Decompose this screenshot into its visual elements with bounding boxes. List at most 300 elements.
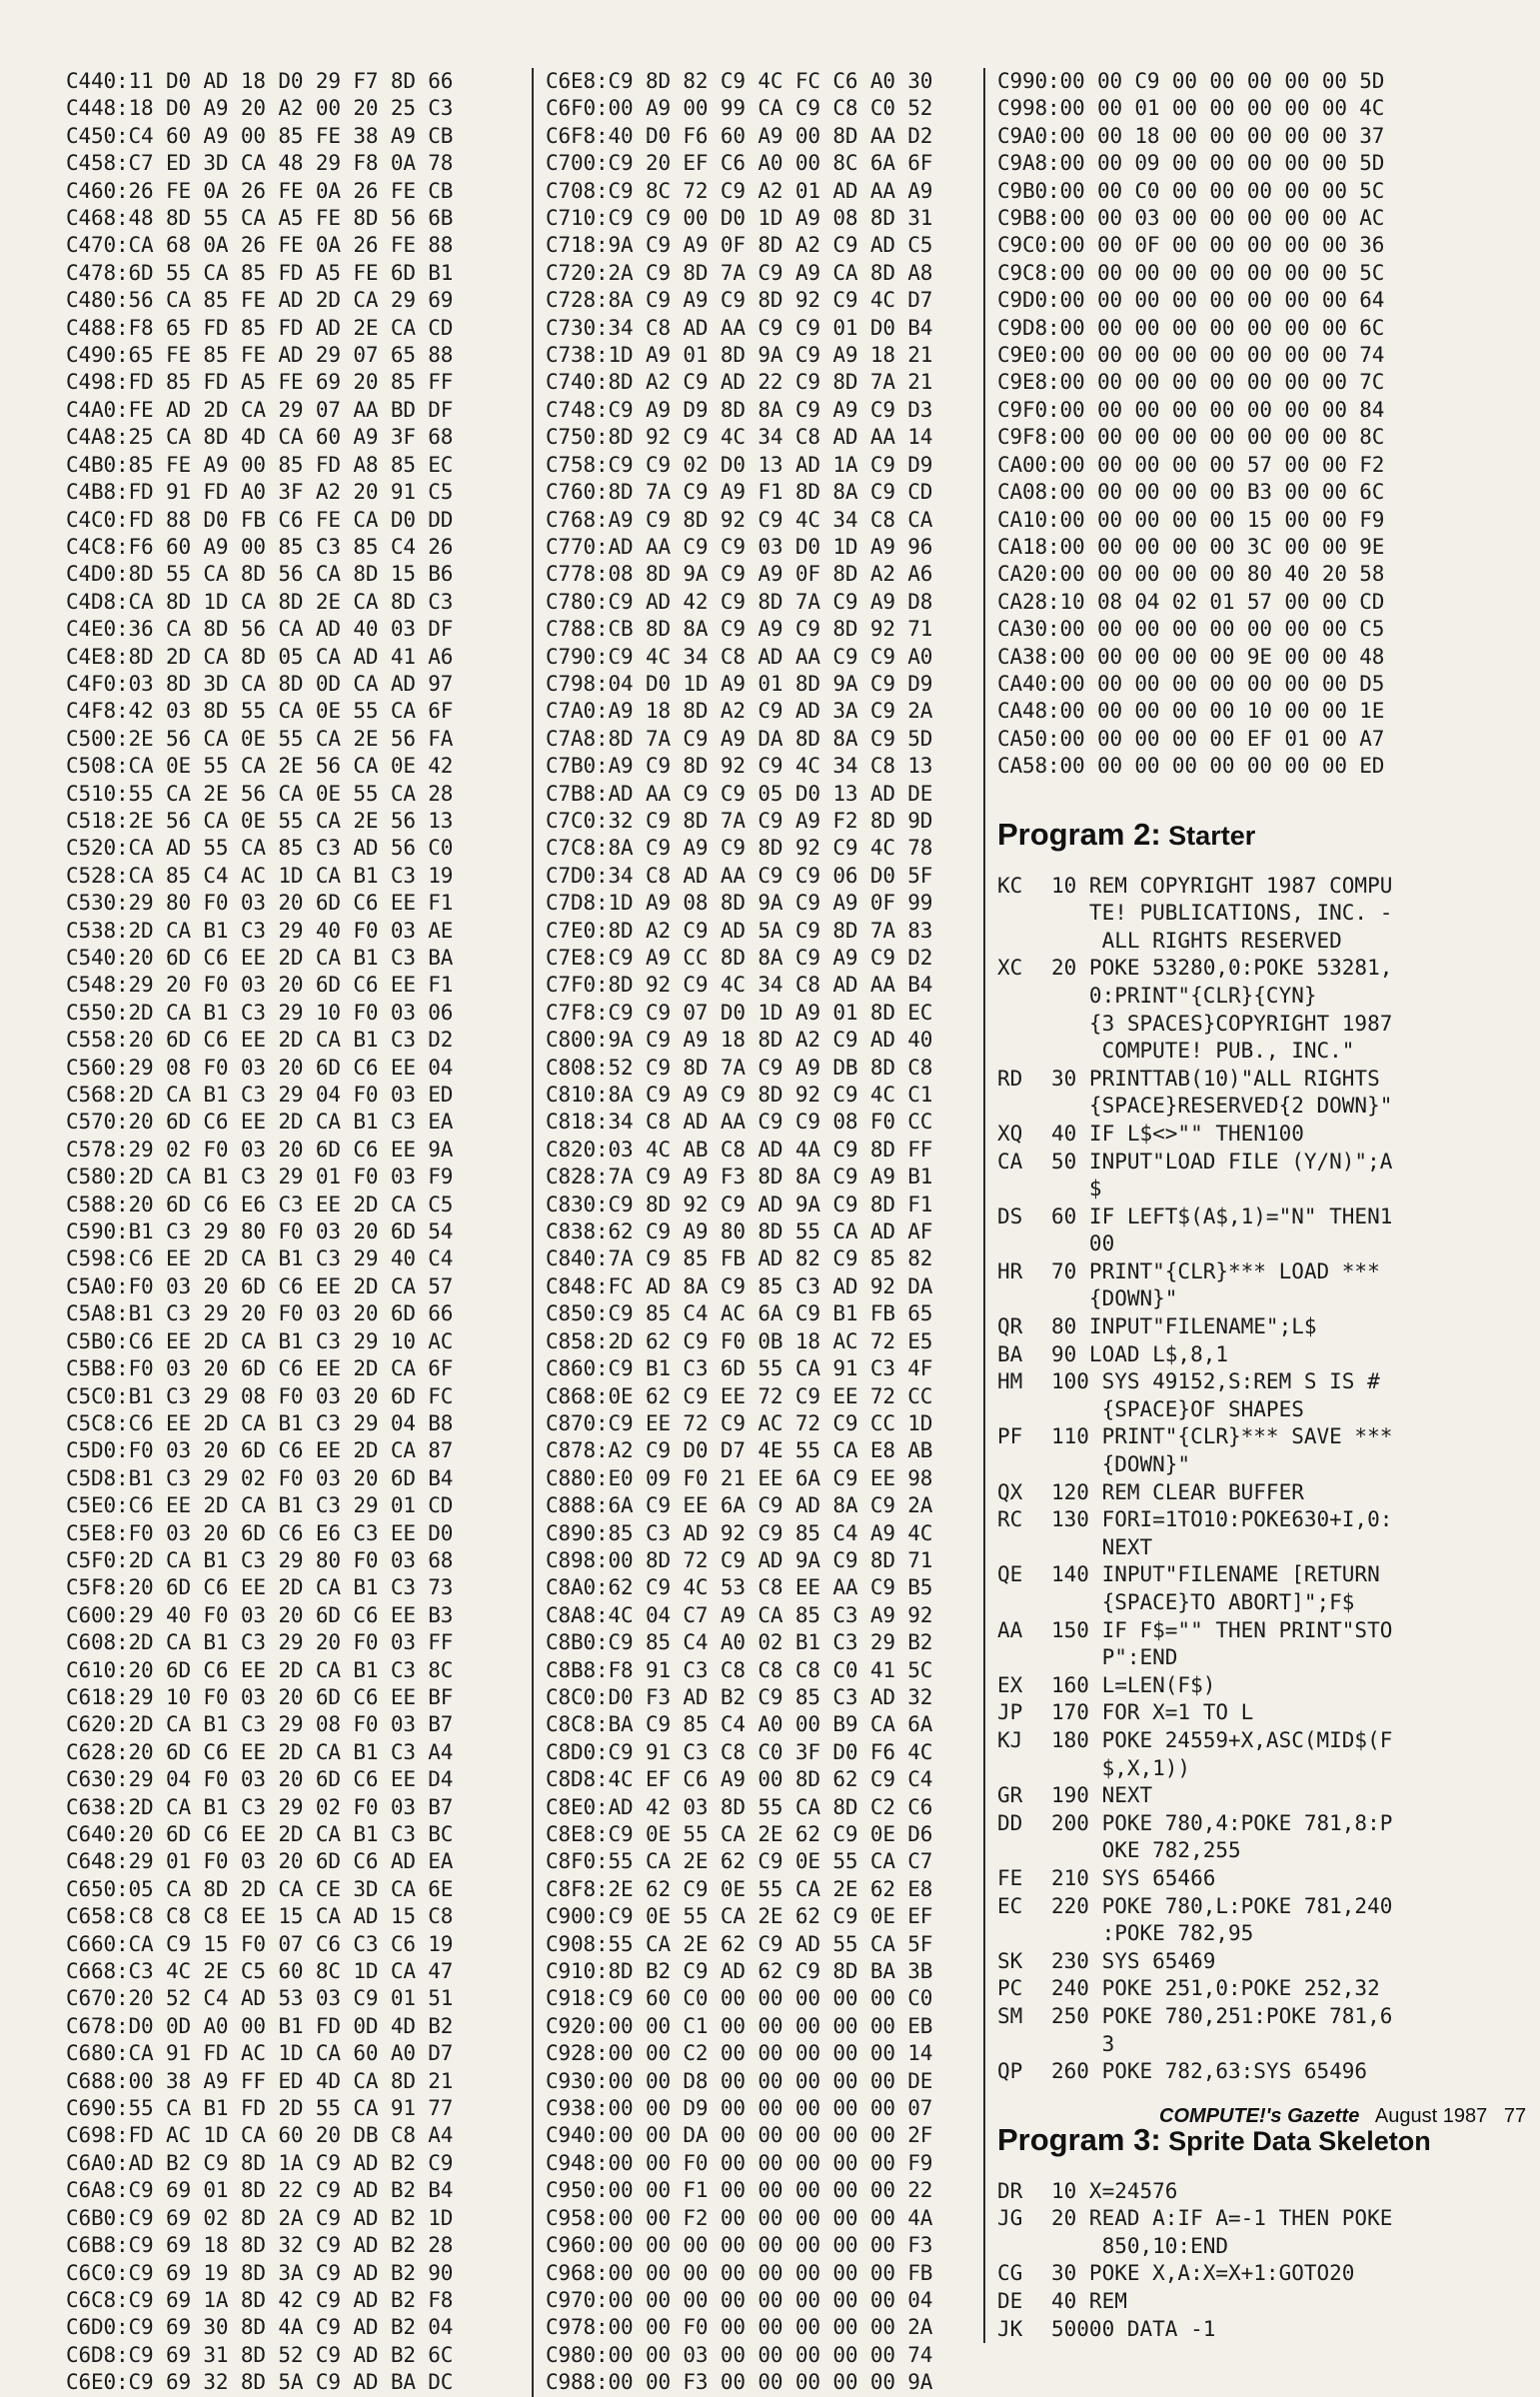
program-line: [997, 1810, 1465, 1865]
hex-line: C920:00 00 C1 00 00 00 00 00 EB: [546, 2013, 933, 2038]
hex-line: C448:18 D0 A9 20 A2 00 20 25 C3: [66, 96, 454, 121]
hex-line: C5E8:F0 03 20 6D C6 E6 C3 EE D0: [66, 1520, 454, 1545]
hex-line: CA18:00 00 00 00 00 3C 00 00 9E: [997, 534, 1385, 559]
hex-line: C830:C9 8D 92 C9 AD 9A C9 8D F1: [546, 1192, 933, 1216]
hex-line: C640:20 6D C6 EE 2D CA B1 C3 BC: [66, 1822, 454, 1846]
hex-line: C5F8:20 6D C6 EE 2D CA B1 C3 73: [66, 1575, 454, 1600]
program-line: [997, 1341, 1465, 1369]
hex-line: C8D0:C9 91 C3 C8 C0 3F D0 F6 4C: [546, 1739, 933, 1764]
program-statement: 20 READ A:IF A=-1 THEN POKE 850,10:END: [1051, 2206, 1393, 2258]
checksum-code: EX: [997, 1672, 1023, 1697]
hex-line: CA00:00 00 00 00 00 57 00 00 F2: [997, 452, 1385, 477]
checksum-code: XQ: [997, 1121, 1023, 1146]
program-line: [997, 2003, 1465, 2058]
checksum-code: KJ: [997, 1727, 1023, 1752]
hex-line: C5B0:C6 EE 2D CA B1 C3 29 10 AC: [66, 1328, 454, 1353]
hex-line: C490:65 FE 85 FE AD 29 07 65 88: [66, 343, 454, 368]
hex-line: C4E8:8D 2D CA 8D 05 CA AD 41 A6: [66, 644, 454, 669]
hex-line: C960:00 00 00 00 00 00 00 00 F3: [546, 2233, 933, 2258]
checksum-code: EC: [997, 1893, 1023, 1918]
program-statement: 230 SYS 65469: [1051, 1948, 1216, 1973]
hex-line: C968:00 00 00 00 00 00 00 00 FB: [546, 2260, 933, 2285]
hex-line: C508:CA 0E 55 CA 2E 56 CA 0E 42: [66, 754, 454, 779]
hex-line: C898:00 8D 72 C9 AD 9A C9 8D 71: [546, 1547, 933, 1572]
program-line: [997, 2260, 1465, 2288]
hex-line: C670:20 52 C4 AD 53 03 C9 01 51: [66, 1986, 454, 2011]
hex-line: C700:C9 20 EF C6 A0 00 8C 6A 6F: [546, 151, 933, 176]
hex-line: C980:00 00 03 00 00 00 00 00 74: [546, 2342, 933, 2367]
hex-line: C8C8:BA C9 85 C4 A0 00 B9 CA 6A: [546, 1712, 933, 1737]
hex-line: C570:20 6D C6 EE 2D CA B1 C3 EA: [66, 1110, 454, 1135]
checksum-code: PC: [997, 1976, 1023, 2001]
hex-line: C938:00 00 D9 00 00 00 00 00 07: [546, 2096, 933, 2121]
hex-line: C8A8:4C 04 C7 A9 CA 85 C3 A9 92: [546, 1602, 933, 1627]
hex-line: CA08:00 00 00 00 00 B3 00 00 6C: [997, 480, 1385, 505]
hex-line: C6E0:C9 69 32 8D 5A C9 AD BA DC: [66, 2370, 454, 2395]
program-statement: 60 IF LEFT$(A$,1)="N" THEN1 00: [1051, 1203, 1393, 1256]
program-line: [997, 1258, 1465, 1313]
checksum-code: JP: [997, 1700, 1023, 1725]
program-statement: 130 FORI=1TO10:POKE630+I,0: NEXT: [1051, 1507, 1393, 1559]
hex-line: CA10:00 00 00 00 00 15 00 00 F9: [997, 507, 1385, 532]
program-3-title-sub: Sprite Data Skeleton: [1160, 2125, 1431, 2156]
footer-date: August 1987: [1374, 2105, 1488, 2127]
checksum-code: RC: [997, 1507, 1023, 1532]
program-statement: 180 POKE 24559+X,ASC(MID$(F $,X,1)): [1051, 1727, 1393, 1780]
hex-line: C6C8:C9 69 1A 8D 42 C9 AD B2 F8: [66, 2287, 454, 2312]
hex-line: C520:CA AD 55 CA 85 C3 AD 56 C0: [66, 836, 454, 861]
hex-line: C5C8:C6 EE 2D CA B1 C3 29 04 B8: [66, 1410, 454, 1435]
hex-line: C580:2D CA B1 C3 29 01 F0 03 F9: [66, 1165, 454, 1190]
program-line: [997, 955, 1465, 1065]
hex-line: C880:E0 09 F0 21 EE 6A C9 EE 98: [546, 1465, 933, 1490]
program-statement: 210 SYS 65466: [1051, 1865, 1216, 1890]
hex-line: C680:CA 91 FD AC 1D CA 60 A0 D7: [66, 2041, 454, 2066]
program-line: [997, 873, 1465, 956]
hex-line: C9B0:00 00 C0 00 00 00 00 00 5C: [997, 178, 1385, 203]
program-statement: 260 POKE 782,63:SYS 65496: [1051, 2059, 1368, 2084]
program-line: [997, 1313, 1465, 1341]
checksum-code: HM: [997, 1369, 1023, 1394]
hex-line: C7E0:8D A2 C9 AD 5A C9 8D 7A 83: [546, 918, 933, 943]
program-line: [997, 1672, 1465, 1700]
hex-line: C818:34 C8 AD AA C9 C9 08 F0 CC: [546, 1110, 933, 1135]
checksum-code: DS: [997, 1203, 1023, 1228]
hex-line: C5D0:F0 03 20 6D C6 EE 2D CA 87: [66, 1438, 454, 1463]
hex-line: C600:29 40 F0 03 20 6D C6 EE B3: [66, 1602, 454, 1627]
hex-line: C5D8:B1 C3 29 02 F0 03 20 6D B4: [66, 1465, 454, 1490]
program-statement: 30 PRINTTAB(10)"ALL RIGHTS {SPACE}RESERVED{2 DOWN}": [1051, 1066, 1393, 1119]
hex-line: C608:2D CA B1 C3 29 20 F0 03 FF: [66, 1630, 454, 1655]
listing-column-2: [532, 68, 983, 2397]
hex-line: C6F0:00 A9 00 99 CA C9 C8 C0 52: [546, 96, 933, 121]
hex-line: C708:C9 8C 72 C9 A2 01 AD AA A9: [546, 178, 933, 203]
hex-line: C718:9A C9 A9 0F 8D A2 C9 AD C5: [546, 233, 933, 258]
hex-line: C950:00 00 F1 00 00 00 00 00 22: [546, 2178, 933, 2203]
listing-column-3: [983, 68, 1465, 2343]
hex-line: C868:0E 62 C9 EE 72 C9 EE 72 CC: [546, 1383, 933, 1408]
hex-line: CA58:00 00 00 00 00 00 00 00 ED: [997, 754, 1385, 779]
hex-line: C910:8D B2 C9 AD 62 C9 8D BA 3B: [546, 1959, 933, 1984]
hex-line: C4A0:FE AD 2D CA 29 07 AA BD DF: [66, 397, 454, 422]
hex-line: C9B8:00 00 03 00 00 00 00 00 AC: [997, 206, 1385, 231]
program-line: [997, 1506, 1465, 1561]
hex-line: C6E8:C9 8D 82 C9 4C FC C6 A0 30: [546, 69, 933, 93]
hex-line: C7C8:8A C9 A9 C9 8D 92 C9 4C 78: [546, 836, 933, 861]
hex-line: C618:29 10 F0 03 20 6D C6 EE BF: [66, 1684, 454, 1709]
program-2-title: [997, 817, 1465, 853]
hex-line: C798:04 D0 1D A9 01 8D 9A C9 D9: [546, 671, 933, 696]
program-statement: 90 LOAD L$,8,1: [1051, 1341, 1229, 1366]
checksum-code: CA: [997, 1149, 1023, 1174]
program-line: [997, 2205, 1465, 2260]
hex-line: C5C0:B1 C3 29 08 F0 03 20 6D FC: [66, 1383, 454, 1408]
program-statement: 10 X=24576: [1051, 2178, 1178, 2203]
hex-line: C728:8A C9 A9 C9 8D 92 C9 4C D7: [546, 288, 933, 313]
hex-line: C878:A2 C9 D0 D7 4E 55 CA E8 AB: [546, 1438, 933, 1463]
hex-line: C7F8:C9 C9 07 D0 1D A9 01 8D EC: [546, 1000, 933, 1025]
hex-line: C630:29 04 F0 03 20 6D C6 EE D4: [66, 1767, 454, 1792]
hex-line: C4C8:F6 60 A9 00 85 C3 85 C4 26: [66, 534, 454, 559]
hex-line: C838:62 C9 A9 80 8D 55 CA AD AF: [546, 1219, 933, 1244]
checksum-code: PF: [997, 1424, 1023, 1449]
hex-line: C748:C9 A9 D9 8D 8A C9 A9 C9 D3: [546, 397, 933, 422]
hex-line: C560:29 08 F0 03 20 6D C6 EE 04: [66, 1055, 454, 1080]
checksum-code: AA: [997, 1617, 1023, 1642]
hex-line: C7E8:C9 A9 CC 8D 8A C9 A9 C9 D2: [546, 946, 933, 970]
program-line: [997, 1368, 1465, 1423]
checksum-code: QR: [997, 1314, 1023, 1339]
checksum-code: BA: [997, 1341, 1023, 1366]
hex-line: C858:2D 62 C9 F0 0B 18 AC 72 E5: [546, 1328, 933, 1353]
checksum-code: KC: [997, 873, 1023, 898]
hex-line: C528:CA 85 C4 AC 1D CA B1 C3 19: [66, 863, 454, 888]
hex-line: C8F0:55 CA 2E 62 C9 0E 55 CA C7: [546, 1849, 933, 1874]
hex-line: C780:C9 AD 42 C9 8D 7A C9 A9 D8: [546, 589, 933, 614]
hex-line: C8A0:62 C9 4C 53 C8 EE AA C9 B5: [546, 1575, 933, 1600]
hex-line: C930:00 00 D8 00 00 00 00 00 DE: [546, 2068, 933, 2093]
hex-line: C760:8D 7A C9 A9 F1 8D 8A C9 CD: [546, 480, 933, 505]
program-line: [997, 1617, 1465, 1672]
checksum-code: QX: [997, 1479, 1023, 1504]
hex-line: C500:2E 56 CA 0E 55 CA 2E 56 FA: [66, 726, 454, 751]
hex-listing-2: [534, 68, 983, 2397]
program-3-title-bold: Program 3:: [997, 2121, 1161, 2157]
hex-line: C7A0:A9 18 8D A2 C9 AD 3A C9 2A: [546, 699, 933, 724]
program-line: [997, 1699, 1465, 1727]
hex-line: C440:11 D0 AD 18 D0 29 F7 8D 66: [66, 69, 454, 93]
hex-line: C538:2D CA B1 C3 29 40 F0 03 AE: [66, 918, 454, 943]
hex-line: C4D8:CA 8D 1D CA 8D 2E CA 8D C3: [66, 589, 454, 614]
hex-line: C8B0:C9 85 C4 A0 02 B1 C3 29 B2: [546, 1630, 933, 1655]
checksum-code: DD: [997, 1810, 1023, 1835]
hex-line: C9F0:00 00 00 00 00 00 00 00 84: [997, 397, 1385, 422]
hex-line: C6D8:C9 69 31 8D 52 C9 AD B2 6C: [66, 2342, 454, 2367]
hex-line: C890:85 C3 AD 92 C9 85 C4 A9 4C: [546, 1520, 933, 1545]
hex-line: C9A0:00 00 18 00 00 00 00 00 37: [997, 123, 1385, 148]
checksum-code: QE: [997, 1562, 1023, 1587]
hex-line: C8B8:F8 91 C3 C8 C8 C8 C0 41 5C: [546, 1657, 933, 1682]
hex-line: C698:FD AC 1D CA 60 20 DB C8 A4: [66, 2123, 454, 2148]
hex-line: C478:6D 55 CA 85 FD A5 FE 6D B1: [66, 260, 454, 285]
program-statement: 240 POKE 251,0:POKE 252,32: [1051, 1976, 1380, 2001]
hex-line: C510:55 CA 2E 56 CA 0E 55 CA 28: [66, 781, 454, 806]
program-statement: 40 IF L$<>"" THEN100: [1051, 1121, 1304, 1146]
hex-line: C738:1D A9 01 8D 9A C9 A9 18 21: [546, 343, 933, 368]
hex-line: C488:F8 65 FD 85 FD AD 2E CA CD: [66, 315, 454, 340]
hex-line: C9A8:00 00 09 00 00 00 00 00 5D: [997, 151, 1385, 176]
checksum-code: JG: [997, 2206, 1023, 2231]
hex-line: C9D8:00 00 00 00 00 00 00 00 6C: [997, 315, 1385, 340]
hex-line: C808:52 C9 8D 7A C9 A9 DB 8D C8: [546, 1055, 933, 1080]
hex-line: C650:05 CA 8D 2D CA CE 3D CA 6E: [66, 1876, 454, 1901]
hex-line: C740:8D A2 C9 AD 22 C9 8D 7A 21: [546, 370, 933, 395]
program-statement: 150 IF F$="" THEN PRINT"STO P":END: [1051, 1617, 1393, 1670]
hex-line: C828:7A C9 A9 F3 8D 8A C9 A9 B1: [546, 1165, 933, 1190]
hex-line: C678:D0 0D A0 00 B1 FD 0D 4D B2: [66, 2013, 454, 2038]
program-line: [997, 1727, 1465, 1782]
hex-line: C4E0:36 CA 8D 56 CA AD 40 03 DF: [66, 617, 454, 642]
hex-line: C860:C9 B1 C3 6D 55 CA 91 C3 4F: [546, 1356, 933, 1381]
hex-line: C6C0:C9 69 19 8D 3A C9 AD B2 90: [66, 2260, 454, 2285]
hex-line: C498:FD 85 FD A5 FE 69 20 85 FF: [66, 370, 454, 395]
hex-line: CA50:00 00 00 00 00 EF 01 00 A7: [997, 726, 1385, 751]
hex-line: C4B8:FD 91 FD A0 3F A2 20 91 C5: [66, 480, 454, 505]
program-statement: 160 L=LEN(F$): [1051, 1672, 1216, 1697]
program-line: [997, 2178, 1465, 2206]
hex-line: C998:00 00 01 00 00 00 00 00 4C: [997, 96, 1385, 121]
hex-line: C730:34 C8 AD AA C9 C9 01 D0 B4: [546, 315, 933, 340]
program-line: [997, 1893, 1465, 1948]
checksum-code: HR: [997, 1258, 1023, 1283]
hex-line: C710:C9 C9 00 D0 1D A9 08 8D 31: [546, 206, 933, 231]
program-statement: 50 INPUT"LOAD FILE (Y/N)";A $: [1051, 1149, 1393, 1201]
hex-line: C5F0:2D CA B1 C3 29 80 F0 03 68: [66, 1547, 454, 1572]
hex-line: C870:C9 EE 72 C9 AC 72 C9 CC 1D: [546, 1410, 933, 1435]
hex-line: C810:8A C9 A9 C9 8D 92 C9 4C C1: [546, 1083, 933, 1108]
hex-line: C540:20 6D C6 EE 2D CA B1 C3 BA: [66, 946, 454, 970]
hex-line: C988:00 00 F3 00 00 00 00 00 9A: [546, 2370, 933, 2395]
hex-line: C840:7A C9 85 FB AD 82 C9 85 82: [546, 1246, 933, 1271]
hex-line: C460:26 FE 0A 26 FE 0A 26 FE CB: [66, 178, 454, 203]
hex-line: C5A0:F0 03 20 6D C6 EE 2D CA 57: [66, 1273, 454, 1298]
hex-line: C568:2D CA B1 C3 29 04 F0 03 ED: [66, 1083, 454, 1108]
hex-line: C578:29 02 F0 03 20 6D C6 EE 9A: [66, 1137, 454, 1162]
program-line: [997, 2316, 1465, 2344]
program-line: [997, 1423, 1465, 1478]
hex-line: C4F0:03 8D 3D CA 8D 0D CA AD 97: [66, 671, 454, 696]
hex-line: C6D0:C9 69 30 8D 4A C9 AD B2 04: [66, 2315, 454, 2340]
hex-line: CA38:00 00 00 00 00 9E 00 00 48: [997, 644, 1385, 669]
hex-line: CA48:00 00 00 00 00 10 00 00 1E: [997, 699, 1385, 724]
listing-column-1: [66, 68, 530, 2397]
hex-line: C750:8D 92 C9 4C 34 C8 AD AA 14: [546, 425, 933, 450]
hex-line: CA30:00 00 00 00 00 00 00 00 C5: [997, 617, 1385, 642]
program-statement: 10 REM COPYRIGHT 1987 COMPU TE! PUBLICATIONS, INC. - ALL RIGHTS RESERVED: [1051, 873, 1393, 953]
hex-line: C918:C9 60 C0 00 00 00 00 00 C0: [546, 1986, 933, 2011]
program-line: [997, 2288, 1465, 2316]
hex-line: C958:00 00 F2 00 00 00 00 00 4A: [546, 2205, 933, 2230]
checksum-code: GR: [997, 1783, 1023, 1808]
program-2-title-bold: Program 2:: [997, 816, 1161, 852]
program-statement: 100 SYS 49152,S:REM S IS # {SPACE}OF SHAPES: [1051, 1369, 1380, 1421]
hex-line: C778:08 8D 9A C9 A9 0F 8D A2 A6: [546, 562, 933, 587]
hex-line: C7C0:32 C9 8D 7A C9 A9 F2 8D 9D: [546, 808, 933, 833]
hex-line: C9D0:00 00 00 00 00 00 00 00 64: [997, 288, 1385, 313]
footer-magazine: COMPUTE!'s Gazette: [1159, 2105, 1360, 2127]
program-statement: 70 PRINT"{CLR}*** LOAD *** {DOWN}": [1051, 1258, 1380, 1311]
checksum-code: DE: [997, 2289, 1023, 2314]
hex-line: C7D0:34 C8 AD AA C9 C9 06 D0 5F: [546, 863, 933, 888]
hex-line: C550:2D CA B1 C3 29 10 F0 03 06: [66, 1000, 454, 1025]
program-line: [997, 1203, 1465, 1258]
hex-line: C8D8:4C EF C6 A9 00 8D 62 C9 C4: [546, 1767, 933, 1792]
hex-line: C7D8:1D A9 08 8D 9A C9 A9 0F 99: [546, 891, 933, 916]
hex-listing-1: [66, 68, 530, 2397]
program-statement: 50000 DATA -1: [1051, 2316, 1216, 2341]
program-line: [997, 1479, 1465, 1507]
program-statement: 190 NEXT: [1051, 1783, 1153, 1808]
hex-line: C7F0:8D 92 C9 4C 34 C8 AD AA B4: [546, 973, 933, 998]
hex-line: C970:00 00 00 00 00 00 00 00 04: [546, 2287, 933, 2312]
hex-line: C978:00 00 F0 00 00 00 00 00 2A: [546, 2315, 933, 2340]
hex-line: C940:00 00 DA 00 00 00 00 00 2F: [546, 2123, 933, 2148]
hex-line: C6B0:C9 69 02 8D 2A C9 AD B2 1D: [66, 2205, 454, 2230]
hex-line: C790:C9 4C 34 C8 AD AA C9 C9 A0: [546, 644, 933, 669]
program-line: [997, 1121, 1465, 1149]
hex-line: C758:C9 C9 02 D0 13 AD 1A C9 D9: [546, 452, 933, 477]
hex-line: C6B8:C9 69 18 8D 32 C9 AD B2 28: [66, 2233, 454, 2258]
program-statement: 170 FOR X=1 TO L: [1051, 1700, 1254, 1725]
program-3-listing: [985, 2178, 1465, 2344]
hex-line: CA28:10 08 04 02 01 57 00 00 CD: [997, 589, 1385, 614]
hex-line: C6A0:AD B2 C9 8D 1A C9 AD B2 C9: [66, 2150, 454, 2175]
program-line: [997, 1948, 1465, 1976]
hex-line: C480:56 CA 85 FE AD 2D CA 29 69: [66, 288, 454, 313]
program-2-title-sub: Starter: [1160, 820, 1256, 851]
hex-line: C590:B1 C3 29 80 F0 03 20 6D 54: [66, 1219, 454, 1244]
hex-line: C620:2D CA B1 C3 29 08 F0 03 B7: [66, 1712, 454, 1737]
program-statement: 140 INPUT"FILENAME [RETURN {SPACE}TO ABORT]";F$: [1051, 1562, 1380, 1614]
hex-line: C800:9A C9 A9 18 8D A2 C9 AD 40: [546, 1028, 933, 1053]
hex-line: C900:C9 0E 55 CA 2E 62 C9 0E EF: [546, 1904, 933, 1929]
hex-line: C8C0:D0 F3 AD B2 C9 85 C3 AD 32: [546, 1684, 933, 1709]
hex-line: C788:CB 8D 8A C9 A9 C9 8D 92 71: [546, 617, 933, 642]
hex-line: C4D0:8D 55 CA 8D 56 CA 8D 15 B6: [66, 562, 454, 587]
hex-line: C468:48 8D 55 CA A5 FE 8D 56 6B: [66, 206, 454, 231]
hex-line: C660:CA C9 15 F0 07 C6 C3 C6 19: [66, 1931, 454, 1956]
hex-line: C548:29 20 F0 03 20 6D C6 EE F1: [66, 973, 454, 998]
hex-line: C530:29 80 F0 03 20 6D C6 EE F1: [66, 891, 454, 916]
hex-line: C690:55 CA B1 FD 2D 55 CA 91 77: [66, 2096, 454, 2121]
footer-page-number: 77: [1503, 2105, 1527, 2127]
hex-line: C450:C4 60 A9 00 85 FE 38 A9 CB: [66, 123, 454, 148]
hex-line: C948:00 00 F0 00 00 00 00 00 F9: [546, 2150, 933, 2175]
hex-line: C658:C8 C8 C8 EE 15 CA AD 15 C8: [66, 1904, 454, 1929]
hex-line: C598:C6 EE 2D CA B1 C3 29 40 C4: [66, 1246, 454, 1271]
program-statement: 110 PRINT"{CLR}*** SAVE *** {DOWN}": [1051, 1424, 1393, 1477]
hex-line: C7A8:8D 7A C9 A9 DA 8D 8A C9 5D: [546, 726, 933, 751]
program-line: [997, 1865, 1465, 1893]
program-line: [997, 2058, 1465, 2086]
hex-line: C558:20 6D C6 EE 2D CA B1 C3 D2: [66, 1028, 454, 1053]
hex-line: C4A8:25 CA 8D 4D CA 60 A9 3F 68: [66, 425, 454, 450]
hex-line: C7B8:AD AA C9 C9 05 D0 13 AD DE: [546, 781, 933, 806]
hex-line: C610:20 6D C6 EE 2D CA B1 C3 8C: [66, 1657, 454, 1682]
hex-line: CA40:00 00 00 00 00 00 00 00 D5: [997, 671, 1385, 696]
hex-line: C6F8:40 D0 F6 60 A9 00 8D AA D2: [546, 123, 933, 148]
program-2-listing: [985, 873, 1465, 2086]
program-line: [997, 1975, 1465, 2003]
hex-line: C8E8:C9 0E 55 CA 2E 62 C9 0E D6: [546, 1822, 933, 1846]
hex-line: CA20:00 00 00 00 00 80 40 20 58: [997, 562, 1385, 587]
hex-line: C820:03 4C AB C8 AD 4A C9 8D FF: [546, 1137, 933, 1162]
program-statement: 40 REM: [1051, 2289, 1127, 2314]
hex-line: C9E8:00 00 00 00 00 00 00 00 7C: [997, 370, 1385, 395]
checksum-code: DR: [997, 2178, 1023, 2203]
hex-line: C668:C3 4C 2E C5 60 8C 1D CA 47: [66, 1959, 454, 1984]
hex-line: C9C8:00 00 00 00 00 00 00 00 5C: [997, 260, 1385, 285]
hex-line: C5E0:C6 EE 2D CA B1 C3 29 01 CD: [66, 1493, 454, 1518]
program-statement: 220 POKE 780,L:POKE 781,240 :POKE 782,95: [1051, 1893, 1393, 1946]
hex-line: C9C0:00 00 0F 00 00 00 00 00 36: [997, 233, 1385, 258]
program-line: [997, 1561, 1465, 1616]
page-footer: [1159, 2105, 1526, 2128]
checksum-code: CG: [997, 2261, 1023, 2286]
hex-line: C5A8:B1 C3 29 20 F0 03 20 6D 66: [66, 1301, 454, 1326]
hex-line: C848:FC AD 8A C9 85 C3 AD 92 DA: [546, 1273, 933, 1298]
hex-line: C628:20 6D C6 EE 2D CA B1 C3 A4: [66, 1739, 454, 1764]
hex-line: C720:2A C9 8D 7A C9 A9 CA 8D A8: [546, 260, 933, 285]
program-statement: 80 INPUT"FILENAME";L$: [1051, 1314, 1317, 1339]
hex-line: C518:2E 56 CA 0E 55 CA 2E 56 13: [66, 808, 454, 833]
program-statement: 20 POKE 53280,0:POKE 53281, 0:PRINT"{CLR}{CYN} {3 SPACES}COPYRIGHT 1987 COMPUTE! PUB., INC.": [1051, 956, 1393, 1064]
hex-line: C8F8:2E 62 C9 0E 55 CA 2E 62 E8: [546, 1876, 933, 1901]
checksum-code: SK: [997, 1948, 1023, 1973]
program-line: [997, 1149, 1465, 1203]
checksum-code: RD: [997, 1066, 1023, 1091]
hex-line: C990:00 00 C9 00 00 00 00 00 5D: [997, 69, 1385, 93]
program-line: [997, 1066, 1465, 1121]
hex-line: C470:CA 68 0A 26 FE 0A 26 FE 88: [66, 233, 454, 258]
hex-line: C770:AD AA C9 C9 03 D0 1D A9 96: [546, 534, 933, 559]
hex-line: C458:C7 ED 3D CA 48 29 F8 0A 78: [66, 151, 454, 176]
program-line: [997, 1782, 1465, 1810]
hex-line: C8E0:AD 42 03 8D 55 CA 8D C2 C6: [546, 1794, 933, 1819]
hex-line: C4C0:FD 88 D0 FB C6 FE CA D0 DD: [66, 507, 454, 532]
hex-line: C688:00 38 A9 FF ED 4D CA 8D 21: [66, 2068, 454, 2093]
hex-line: C908:55 CA 2E 62 C9 AD 55 CA 5F: [546, 1931, 933, 1956]
program-statement: 30 POKE X,A:X=X+1:GOTO20: [1051, 2261, 1355, 2286]
checksum-code: SM: [997, 2003, 1023, 2028]
checksum-code: XC: [997, 956, 1023, 981]
hex-line: C928:00 00 C2 00 00 00 00 00 14: [546, 2041, 933, 2066]
hex-line: C4F8:42 03 8D 55 CA 0E 55 CA 6F: [66, 699, 454, 724]
hex-line: C9F8:00 00 00 00 00 00 00 00 8C: [997, 425, 1385, 450]
hex-line: C5B8:F0 03 20 6D C6 EE 2D CA 6F: [66, 1356, 454, 1381]
program-statement: 250 POKE 780,251:POKE 781,6 3: [1051, 2003, 1393, 2056]
hex-line: C638:2D CA B1 C3 29 02 F0 03 B7: [66, 1794, 454, 1819]
checksum-code: QP: [997, 2059, 1023, 2084]
checksum-code: FE: [997, 1865, 1023, 1890]
hex-line: C888:6A C9 EE 6A C9 AD 8A C9 2A: [546, 1493, 933, 1518]
hex-line: C850:C9 85 C4 AC 6A C9 B1 FB 65: [546, 1301, 933, 1326]
hex-line: C6A8:C9 69 01 8D 22 C9 AD B2 B4: [66, 2178, 454, 2203]
hex-line: C648:29 01 F0 03 20 6D C6 AD EA: [66, 1849, 454, 1874]
hex-line: C4B0:85 FE A9 00 85 FD A8 85 EC: [66, 452, 454, 477]
hex-line: C768:A9 C9 8D 92 C9 4C 34 C8 CA: [546, 507, 933, 532]
program-statement: 200 POKE 780,4:POKE 781,8:P OKE 782,255: [1051, 1810, 1393, 1863]
